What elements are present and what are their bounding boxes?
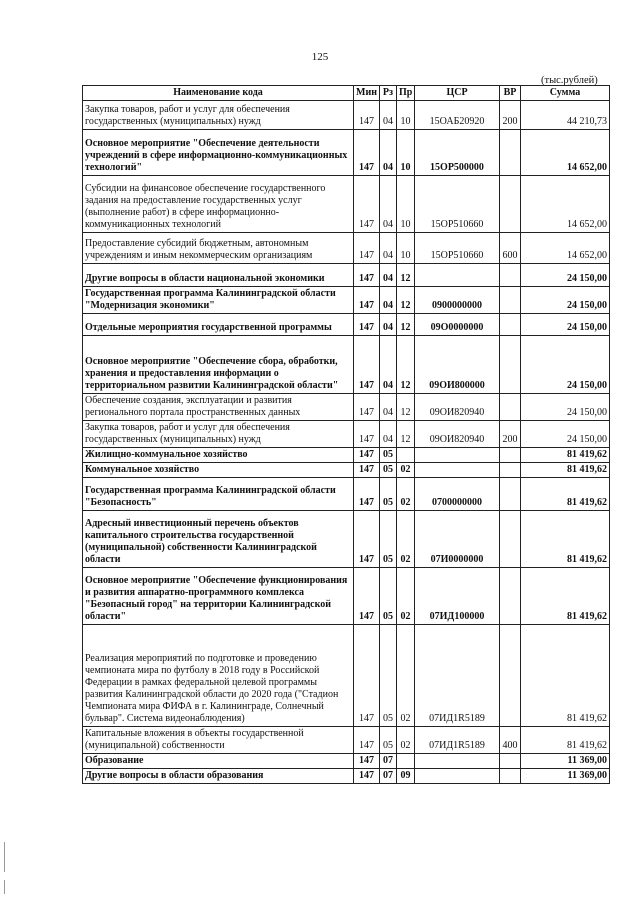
row-min: 147: [354, 511, 380, 568]
row-min: 147: [354, 314, 380, 336]
table-row: [83, 511, 610, 568]
row-min: 147: [354, 130, 380, 176]
row-pr: 09: [397, 769, 415, 784]
row-name: Другие вопросы в области образования: [83, 769, 354, 784]
table-row: [83, 101, 610, 130]
row-min: 147: [354, 176, 380, 233]
row-name: Другие вопросы в области национальной экономики: [83, 264, 354, 287]
page-number: 125: [311, 51, 329, 63]
row-vr: 200: [500, 101, 521, 130]
row-csr: 09О0000000: [415, 314, 500, 336]
header-name: Наименование кода: [83, 86, 354, 101]
header-min: Мин: [354, 86, 380, 101]
table-row: [83, 130, 610, 176]
row-csr: [415, 448, 500, 463]
row-name: Государственная программа Калининградской области "Модернизация экономики": [83, 287, 354, 314]
table-row: [83, 176, 610, 233]
row-pr: 10: [397, 176, 415, 233]
row-vr: [500, 568, 521, 625]
scan-mark: [4, 842, 5, 872]
row-rz: 04: [380, 101, 397, 130]
row-rz: 04: [380, 233, 397, 264]
table-row: [83, 754, 610, 769]
row-pr: 02: [397, 511, 415, 568]
row-vr: [500, 754, 521, 769]
row-min: 147: [354, 478, 380, 511]
row-vr: [500, 264, 521, 287]
row-pr: 02: [397, 568, 415, 625]
row-sum: 81 419,62: [521, 727, 610, 754]
row-rz: 04: [380, 130, 397, 176]
row-name: Основное мероприятие "Обеспечение функционирования и развития аппаратно-программного комплекса "Безопасный город" на территории Калининградской области": [83, 568, 354, 625]
row-min: 147: [354, 336, 380, 394]
row-sum: 81 419,62: [521, 511, 610, 568]
row-csr: [415, 264, 500, 287]
row-sum: 24 150,00: [521, 264, 610, 287]
row-vr: [500, 287, 521, 314]
row-rz: 04: [380, 287, 397, 314]
row-sum: 24 150,00: [521, 421, 610, 448]
table-header-row: [83, 86, 610, 101]
row-min: 147: [354, 233, 380, 264]
table-row: [83, 421, 610, 448]
row-csr: 0700000000: [415, 478, 500, 511]
row-csr: 09ОИ800000: [415, 336, 500, 394]
row-csr: 15ОР510660: [415, 233, 500, 264]
header-rz: Рз: [380, 86, 397, 101]
row-vr: [500, 394, 521, 421]
row-sum: 24 150,00: [521, 314, 610, 336]
row-vr: 600: [500, 233, 521, 264]
row-min: 147: [354, 421, 380, 448]
row-pr: 12: [397, 287, 415, 314]
row-pr: 02: [397, 463, 415, 478]
row-pr: 02: [397, 478, 415, 511]
row-rz: 04: [380, 336, 397, 394]
row-csr: [415, 754, 500, 769]
row-name: Основное мероприятие "Обеспечение сбора, обработки, хранения и предоставления информации о территориальном развитии Калининградской области": [83, 336, 354, 394]
row-pr: 10: [397, 130, 415, 176]
row-sum: 11 369,00: [521, 769, 610, 784]
table-row: [83, 478, 610, 511]
row-rz: 05: [380, 478, 397, 511]
row-min: 147: [354, 727, 380, 754]
row-rz: 07: [380, 769, 397, 784]
row-pr: 12: [397, 314, 415, 336]
header-pr: Пр: [397, 86, 415, 101]
row-rz: 05: [380, 463, 397, 478]
row-vr: [500, 511, 521, 568]
table-row: [83, 463, 610, 478]
row-sum: 81 419,62: [521, 568, 610, 625]
row-csr: 07И0000000: [415, 511, 500, 568]
row-min: 147: [354, 769, 380, 784]
table-row: [83, 264, 610, 287]
table-row: [83, 336, 610, 394]
row-csr: 0900000000: [415, 287, 500, 314]
row-csr: 07ИД1R5189: [415, 727, 500, 754]
row-vr: [500, 336, 521, 394]
header-vr: ВР: [500, 86, 521, 101]
table-row: [83, 625, 610, 727]
row-vr: [500, 314, 521, 336]
table-row: [83, 287, 610, 314]
table-row: [83, 394, 610, 421]
row-vr: 400: [500, 727, 521, 754]
row-name: Адресный инвестиционный перечень объектов капитального строительства государственной (муниципальной) собственности Калининградской области: [83, 511, 354, 568]
row-name: Образование: [83, 754, 354, 769]
budget-table: [82, 85, 610, 784]
row-vr: [500, 478, 521, 511]
row-sum: 24 150,00: [521, 287, 610, 314]
row-csr: 15ОАБ20920: [415, 101, 500, 130]
row-pr: 10: [397, 233, 415, 264]
row-min: 147: [354, 287, 380, 314]
row-min: 147: [354, 568, 380, 625]
row-pr: [397, 754, 415, 769]
row-rz: 04: [380, 314, 397, 336]
row-name: Предоставление субсидий бюджетным, автономным учреждениям и иным некоммерческим организациям: [83, 233, 354, 264]
row-name: Отдельные мероприятия государственной программы: [83, 314, 354, 336]
row-min: 147: [354, 448, 380, 463]
row-vr: 200: [500, 421, 521, 448]
row-sum: 14 652,00: [521, 130, 610, 176]
row-sum: 81 419,62: [521, 478, 610, 511]
table-row: [83, 568, 610, 625]
row-name: Реализация мероприятий по подготовке и проведению чемпионата мира по футболу в 2018 году в Российской Федерации в рамках федеральной целевой программы развития Калининградской области до 2020 года ("Стадион Чемпионата мира ФИФА в г. Калининграде, Солнечный бульвар". Система видеонаблюдения): [83, 625, 354, 727]
row-csr: 09ОИ820940: [415, 421, 500, 448]
row-pr: 02: [397, 625, 415, 727]
table-row: [83, 727, 610, 754]
table-body: [83, 101, 610, 784]
row-sum: 14 652,00: [521, 233, 610, 264]
units-label: (тыс.рублей): [541, 75, 598, 86]
row-min: 147: [354, 394, 380, 421]
scan-mark: [4, 880, 5, 894]
row-rz: 04: [380, 421, 397, 448]
row-rz: 07: [380, 754, 397, 769]
row-pr: 12: [397, 264, 415, 287]
row-min: 147: [354, 463, 380, 478]
row-vr: [500, 769, 521, 784]
row-sum: 81 419,62: [521, 463, 610, 478]
row-name: Закупка товаров, работ и услуг для обеспечения государственных (муниципальных) нужд: [83, 101, 354, 130]
row-vr: [500, 625, 521, 727]
row-csr: 15ОР500000: [415, 130, 500, 176]
row-name: Основное мероприятие "Обеспечение деятельности учреждений в сфере информационно-коммуникационных технологий": [83, 130, 354, 176]
row-sum: 24 150,00: [521, 336, 610, 394]
row-rz: 04: [380, 176, 397, 233]
table-row: [83, 314, 610, 336]
row-csr: 07ИД1R5189: [415, 625, 500, 727]
row-pr: 10: [397, 101, 415, 130]
row-min: 147: [354, 625, 380, 727]
row-rz: 05: [380, 568, 397, 625]
row-csr: 15ОР510660: [415, 176, 500, 233]
row-name: Жилищно-коммунальное хозяйство: [83, 448, 354, 463]
table-row: [83, 233, 610, 264]
row-rz: 04: [380, 394, 397, 421]
row-csr: [415, 463, 500, 478]
row-name: Государственная программа Калининградской области "Безопасность": [83, 478, 354, 511]
row-rz: 05: [380, 448, 397, 463]
table-row: [83, 769, 610, 784]
row-rz: 05: [380, 511, 397, 568]
row-csr: [415, 769, 500, 784]
header-csr: ЦСР: [415, 86, 500, 101]
row-vr: [500, 463, 521, 478]
row-vr: [500, 448, 521, 463]
row-min: 147: [354, 101, 380, 130]
row-rz: 05: [380, 727, 397, 754]
row-name: Коммунальное хозяйство: [83, 463, 354, 478]
row-min: 147: [354, 264, 380, 287]
row-csr: 07ИД100000: [415, 568, 500, 625]
row-sum: 14 652,00: [521, 176, 610, 233]
row-sum: 24 150,00: [521, 394, 610, 421]
row-pr: 12: [397, 394, 415, 421]
row-sum: 81 419,62: [521, 448, 610, 463]
row-pr: 12: [397, 336, 415, 394]
row-pr: [397, 448, 415, 463]
header-sum: Сумма: [521, 86, 610, 101]
row-name: Закупка товаров, работ и услуг для обеспечения государственных (муниципальных) нужд: [83, 421, 354, 448]
row-name: Капитальные вложения в объекты государственной (муниципальной) собственности: [83, 727, 354, 754]
row-sum: 81 419,62: [521, 625, 610, 727]
row-pr: 12: [397, 421, 415, 448]
row-pr: 02: [397, 727, 415, 754]
row-sum: 11 369,00: [521, 754, 610, 769]
row-csr: 09ОИ820940: [415, 394, 500, 421]
row-rz: 05: [380, 625, 397, 727]
row-name: Обеспечение создания, эксплуатации и развития регионального портала пространственных данных: [83, 394, 354, 421]
row-sum: 44 210,73: [521, 101, 610, 130]
row-vr: [500, 176, 521, 233]
row-rz: 04: [380, 264, 397, 287]
row-name: Субсидии на финансовое обеспечение государственного задания на предоставление государственных услуг (выполнение работ) в сфере информационно-коммуникационных технологий: [83, 176, 354, 233]
row-vr: [500, 130, 521, 176]
table-row: [83, 448, 610, 463]
row-min: 147: [354, 754, 380, 769]
